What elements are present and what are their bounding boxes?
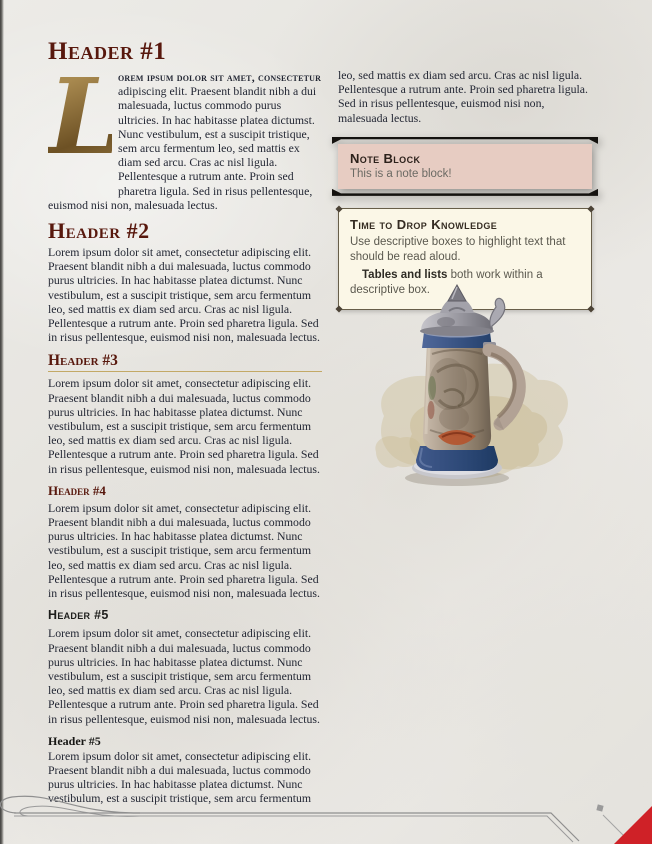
page-left-edge xyxy=(0,0,4,844)
note-block-body: This is a note block! xyxy=(350,167,452,180)
heading-6: Header #5 xyxy=(48,733,101,748)
dropcap-letter: L xyxy=(48,74,112,196)
descriptive-box-body: Use descriptive boxes to highlight text that should be read aloud. xyxy=(350,235,566,264)
bold-rest: both work within a descriptive box. xyxy=(350,268,543,297)
paragraph: Lorem ipsum dolor sit amet, consectetur adipiscing elit. Praesent blandit nibh a dui malesuada, luctus commodo purus ultricies. In hac habitasse platea dictumst. Nunc vestibulum, est a suscipit tristique, sem arcu fermentum leo, sed mattis ex diam sed arcu. Cras ac nisl ligula. Pellentesque a rutrum ante. Proin sed pharetra ligula. Sed in risus pellentesque, euismod nisi non, malesuada lectus. xyxy=(48,376,320,476)
heading-1: Header #1 xyxy=(48,38,167,65)
beer-stein-illustration xyxy=(352,284,582,489)
note-block xyxy=(338,137,592,196)
heading-5: Header #5 xyxy=(48,608,109,623)
left-column xyxy=(48,38,322,810)
heading-4: Header #4 xyxy=(48,482,106,498)
corner-dot-icon xyxy=(587,305,594,312)
note-block-title: Note Block xyxy=(350,150,421,166)
smallcaps-lead: orem ipsum dolor sit amet, consectetur xyxy=(118,70,322,84)
note-top-rule xyxy=(332,137,598,144)
heading-2: Header #2 xyxy=(48,218,150,244)
note-bottom-rule xyxy=(332,189,598,196)
paragraph: Lorem ipsum dolor sit amet, consectetur adipiscing elit. Praesent blandit nibh a dui malesuada, luctus commodo purus ultricies. In hac habitasse platea dictumst. Nunc vestibulum, est a suscipit tristique, sem arcu fermentum leo, sed mattis ex diam sed arcu. Cras ac nisl ligula. Pellentesque a rutrum ante. Proin sed pharetra ligula. Sed in risus pellentesque, euismod nisi non, malesuada lectus. xyxy=(48,500,320,601)
dropcap-paragraph xyxy=(48,55,322,212)
corner-dot-icon xyxy=(335,305,342,312)
right-column xyxy=(338,40,592,310)
descriptive-box-title: Time to Drop Knowledge xyxy=(350,216,498,232)
footer-ornament xyxy=(0,774,652,844)
beer-stein-image xyxy=(352,284,582,489)
bold-lead: Tables and lists xyxy=(362,268,448,281)
corner-dot-icon xyxy=(587,205,594,212)
paragraph: Lorem ipsum dolor sit amet, consectetur adipiscing elit. Praesent blandit nibh a dui malesuada, luctus commodo purus ultricies. In hac habitasse platea dictumst. Nunc vestibulum, est a suscipit tristique, sem arcu fermentum leo, sed mattis ex diam sed arcu. Cras ac nisl ligula. Pellentesque a rutrum ante. Proin sed pharetra ligula. Sed in risus pellentesque, euismod nisi non, malesuada lectus. xyxy=(48,245,320,345)
paragraph-text: adipiscing elit. Praesent blandit nibh a dui malesuada, luctus commodo purus ultricies. In hac habitasse platea dictumst. Nunc vestibulum, est a suscipit tristique, sem arcu fermentum leo, sed mattis ex diam sed arcu. Cras ac nisl ligula. Pellentesque a rutrum ante. Proin sed pharetra ligula. Sed in risus pellentesque, euismod nisi non, malesuada lectus. xyxy=(48,84,317,212)
paragraph: Lorem ipsum dolor sit amet, consectetur adipiscing elit. Praesent blandit nibh a dui malesuada, luctus commodo purus ultricies. In hac habitasse platea dictumst. Nunc vestibulum, est a suscipit tristique, sem arcu fermentum xyxy=(48,748,312,806)
continuation-paragraph: leo, sed mattis ex diam sed arcu. Cras ac nisl ligula. Pellentesque a rutrum ante. Proin sed pharetra ligula. Sed in risus pellentesque, euismod nisi non, malesuada lectus. xyxy=(338,68,588,125)
corner-dot-icon xyxy=(335,205,342,212)
paragraph: Lorem ipsum dolor sit amet, consectetur adipiscing elit. Praesent blandit nibh a dui malesuada, luctus commodo purus ultricies. In hac habitasse platea dictumst. Nunc vestibulum, est a suscipit tristique, sem arcu fermentum leo, sed mattis ex diam sed arcu. Cras ac nisl ligula. Pellentesque a rutrum ante. Proin sed pharetra ligula. Sed in risus pellentesque, euismod nisi non, malesuada lectus. xyxy=(48,626,320,726)
heading-3: Header #3 xyxy=(48,351,322,372)
